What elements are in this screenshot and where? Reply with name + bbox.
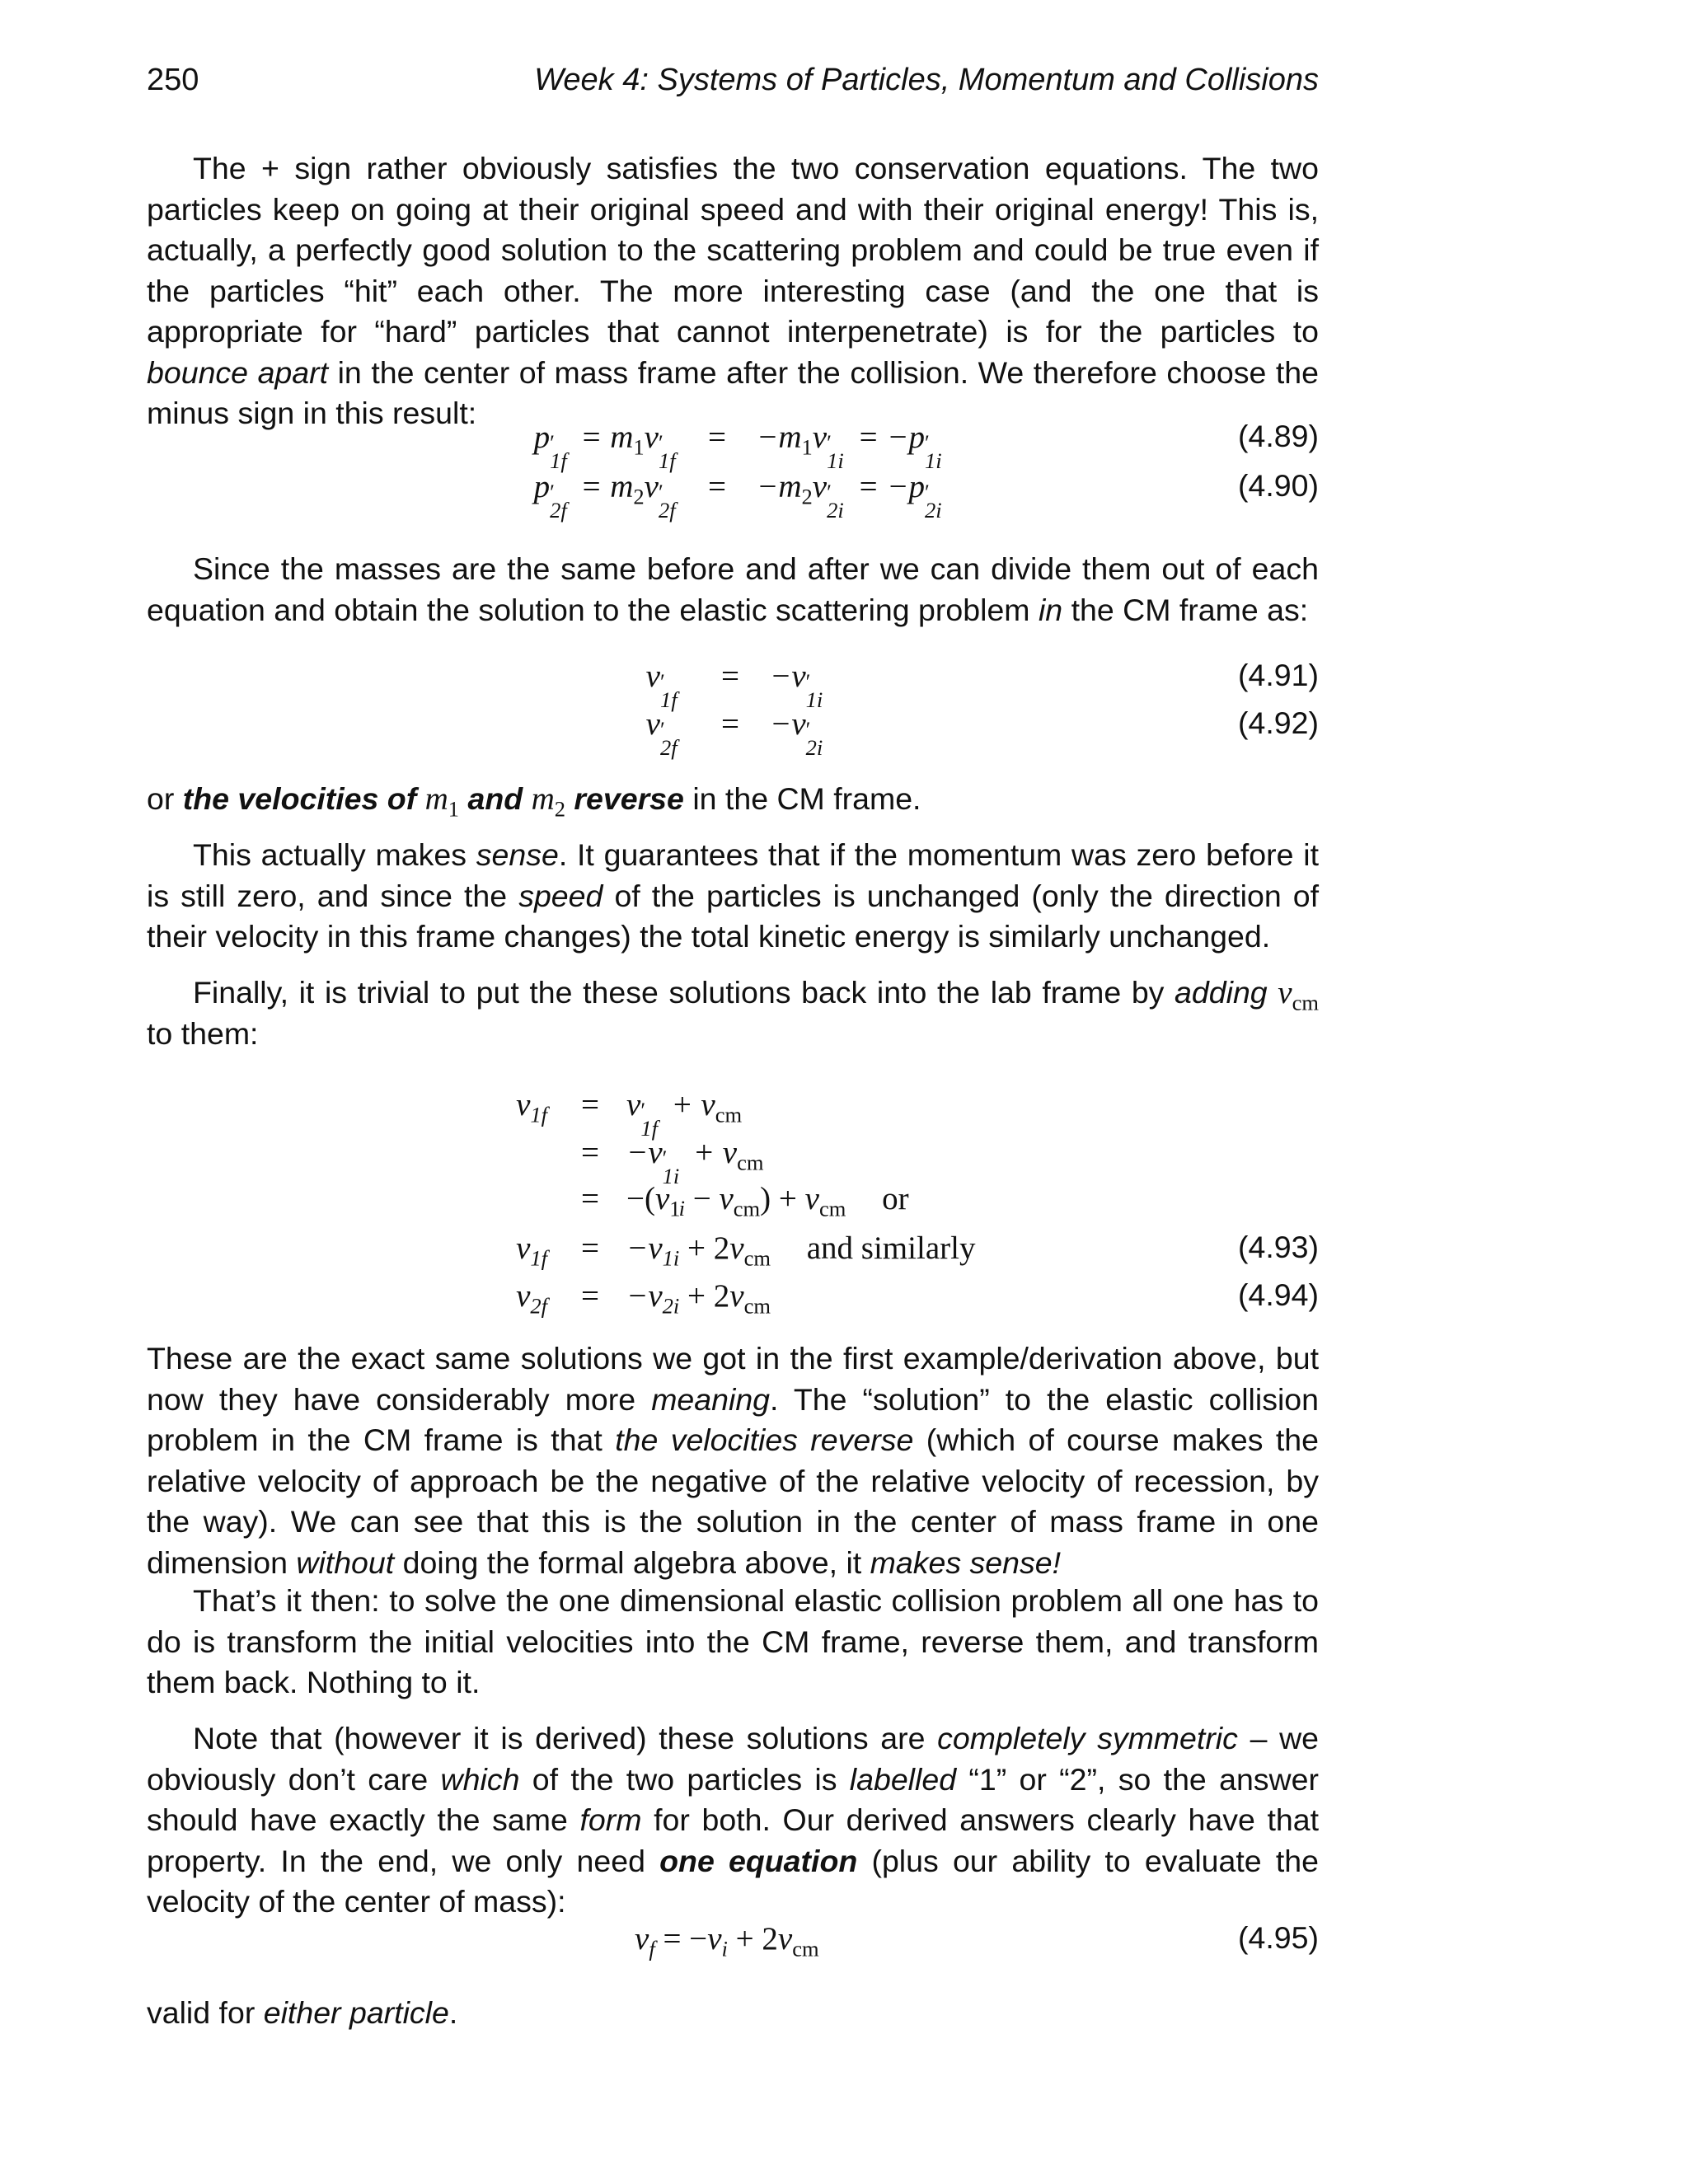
equation-word: or — [882, 1181, 909, 1216]
equation-4-94: $v_{2f}$ = $-v_{2i} + 2v_{cm}$ (4.94) — [516, 1277, 1319, 1319]
equation-number: (4.90) — [1238, 468, 1319, 503]
text-run: The + sign rather obviously satisfies the two conservation equations. The two particles keep on going at their original speed and with their original energy! This is, actually, a perfectly good solution to the scattering problem and could be true even if the particles “hit” each other. The more interesting case (and the one that is appropriate for “hard” particles that cannot interpenetrate) is for the particles to — [147, 151, 1319, 349]
equation-line-2: = −v ′ 1i + $v_{cm}$ — [581, 1135, 764, 1189]
paragraph-scattering-solution — [147, 148, 1319, 434]
emphasis-text: in — [1038, 592, 1063, 627]
bold-emphasis: the velocities of — [182, 781, 417, 816]
equation-number: (4.95) — [1238, 1920, 1319, 1955]
paragraph-valid-for: valid for either particle. — [147, 1995, 458, 2030]
equation-4-95: $v_f = -v_i + 2v_{cm}$ (4.95) — [635, 1920, 1319, 1961]
page-number: 250 — [147, 63, 199, 97]
paragraph-divide-masses — [147, 549, 1319, 630]
equation-number: (4.94) — [1238, 1277, 1319, 1312]
text-run: Since the masses are the same before and after we can divide them out of each equation and obtain the solution to the elastic scattering problem — [147, 551, 1319, 627]
equation-number: (4.93) — [1238, 1230, 1319, 1264]
equation-4-89: p ′ 1f = $m_1v$ ′ 1f = $-m_1v$ ′ 1i = −p ′ 1i (4.89) — [533, 419, 1319, 474]
equation-word: and similarly — [806, 1230, 976, 1266]
paragraph-makes-sense: This actually makes sense. It guarantees that if the momentum was zero before it is still zero, and since the speed of the particles is unchanged (only the direction of their velocity in this frame changes) the total kinetic energy is similarly unchanged. — [147, 837, 1320, 954]
paragraph-thats-it: That’s it then: to solve the one dimensional elastic collision problem all one has to do is transform the initial velocities into the CM frame, reverse them, and transform them back. Nothing to it. — [147, 1583, 1319, 1699]
equation-number: (4.91) — [1238, 658, 1319, 692]
equation-4-93: $v_{1f}$ = $-v_{1i} + 2v_{cm}$ and similarly (4.93) — [516, 1230, 1319, 1271]
paragraph-lab-frame: Finally, it is trivial to put the these solutions back into the lab frame by adding $v_{cm}$ to them: — [147, 975, 1319, 1051]
equation-4-91: v ′ 1f = −v ′ 1i (4.91) — [645, 658, 1319, 713]
equation-line-1: $v_{1f}$ = v ′ 1f + $v_{cm}$ — [516, 1087, 743, 1141]
text-run: in the center of mass frame after the collision. We therefore choose the minus sign in this result: — [147, 354, 1320, 430]
paragraph-symmetric: Note that (however it is derived) these solutions are completely symmetric – we obviously don’t care which of the two particles is labelled “1” or “2”, so the answer should have exactly the same form for both. Our derived answers clearly have that property. In the end, we only need one equation (plus our ability to evaluate the velocity of the center of mass): — [147, 1721, 1320, 1919]
equation-number: (4.89) — [1238, 419, 1319, 453]
equation-4-90: p ′ 2f = $m_2v$ ′ 2f = $-m_2v$ ′ 2i = −p ′ 2i (4.90) — [533, 468, 1319, 523]
paragraph-velocities-reverse: or the velocities of $m_1$ and $m_2$ reverse in the CM frame. — [147, 781, 921, 822]
equation-line-3: = $-(v_{1i} - v_{cm}) + v_{cm}$ or — [581, 1181, 909, 1221]
equation-number: (4.92) — [1238, 705, 1319, 740]
paragraph-exact-same-solutions: These are the exact same solutions we got in the first example/derivation above, but now they have considerably more meaning. The “solution” to the elastic collision problem in the CM frame is that the velocities reverse (which of course makes the relative velocity of approach be the negative of the relative velocity of recession, by the way). We can see that this is the solution in the center of mass frame in one dimension without doing the formal algebra above, it makes sense! — [147, 1341, 1319, 1580]
emphasis-text: bounce apart — [147, 354, 329, 390]
text-run: the CM frame as: — [1071, 592, 1309, 627]
running-header-title: Week 4: Systems of Particles, Momentum and Collisions — [534, 63, 1319, 97]
equation-4-92: v ′ 2f = −v ′ 2i (4.92) — [645, 705, 1319, 761]
